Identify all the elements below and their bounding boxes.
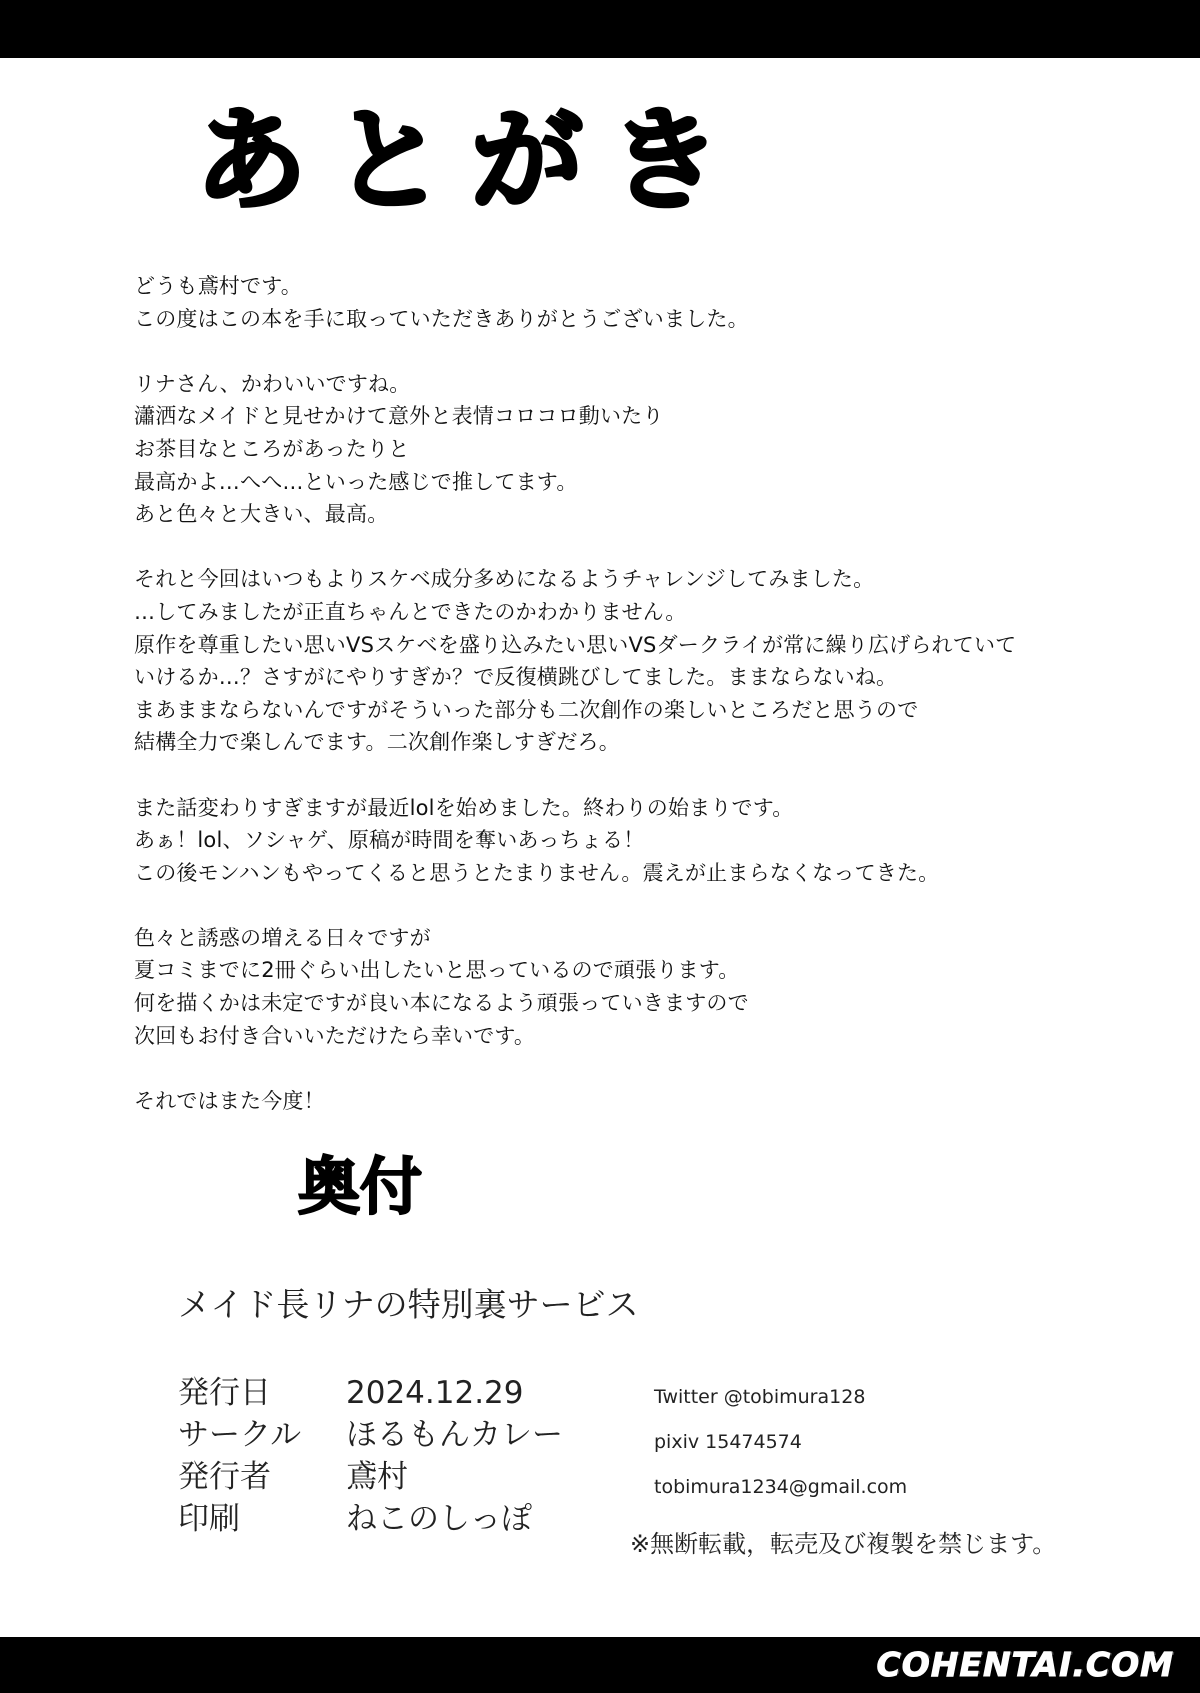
afterword-line xyxy=(134,759,1094,792)
info-label: 印刷 xyxy=(178,1501,240,1537)
afterword-line: 原作を尊重したい思いVSスケベを盛り込みたい思いVSダークライが常に繰り広げられていて xyxy=(134,632,1017,657)
info-row-issue-date xyxy=(178,1372,563,1414)
afterword-line: いけるか…？さすがにやりすぎか？で反復横跳びしてました。ままならないね。 xyxy=(134,665,898,690)
info-value: 2024.12.29 xyxy=(346,1375,524,1411)
afterword-line: 次回もお付き合いいただけたら幸いです。 xyxy=(134,1023,536,1048)
afterword-line: この度はこの本を手に取っていただきありがとうございました。 xyxy=(134,306,749,331)
afterword-line xyxy=(134,335,1094,368)
afterword-line: …してみましたが正直ちゃんとできたのかわかりません。 xyxy=(134,599,687,624)
afterword-title: あとがき xyxy=(195,96,747,226)
site-watermark: COHENTAI.COM xyxy=(876,1645,1174,1684)
info-row-printer xyxy=(178,1498,563,1540)
colophon-title: 奥付 xyxy=(298,1150,423,1223)
colophon-info-table xyxy=(178,1372,563,1540)
afterword-line xyxy=(134,1052,1094,1085)
afterword-line: 最高かよ…へへ…といった感じで推してます。 xyxy=(134,469,578,494)
afterword-line: 夏コミまでに2冊ぐらい出したいと思っているので頑張ります。 xyxy=(134,958,740,983)
afterword-line xyxy=(134,889,1094,922)
info-row-publisher xyxy=(178,1456,563,1498)
copyright-notice: ※無断転載，転売及び複製を禁じます。 xyxy=(630,1530,1057,1558)
contact-list xyxy=(654,1375,907,1510)
afterword-line: それではまた今度！ xyxy=(134,1088,325,1113)
contact-email: tobimura1234@gmail.com xyxy=(654,1476,908,1498)
afterword-line: 色々と誘惑の増える日々ですが xyxy=(134,925,431,950)
info-value: 鳶村 xyxy=(346,1459,408,1495)
afterword-line: どうも鳶村です。 xyxy=(134,274,302,298)
info-row-circle xyxy=(178,1414,563,1456)
afterword-line: 結構全力で楽しんでます。二次創作楽しすぎだろ。 xyxy=(134,730,620,755)
afterword-line: この後モンハンもやってくると思うとたまりません。震えが止まらなくなってきた。 xyxy=(134,860,940,885)
afterword-line: また話変わりすぎますが最近lolを始めました。終わりの始まりです。 xyxy=(134,795,794,820)
info-label: 発行者 xyxy=(178,1459,271,1495)
info-value: ねこのしっぽ xyxy=(346,1501,532,1537)
afterword-line: それと今回はいつもよりスケベ成分多めになるようチャレンジしてみました。 xyxy=(134,567,875,592)
afterword-line: お茶目なところがあったりと xyxy=(134,436,410,461)
afterword-line: まあままならないんですがそういった部分も二次創作の楽しいところだと思うので xyxy=(134,697,919,722)
book-title: メイド長リナの特別裏サービス xyxy=(178,1285,639,1324)
afterword-line xyxy=(134,531,1094,564)
afterword-line: 瀟洒なメイドと見せかけて意外と表情コロコロ動いたり xyxy=(134,404,664,429)
contact-twitter: Twitter @tobimura128 xyxy=(654,1386,866,1408)
afterword-line: 何を描くかは未定ですが良い本になるよう頑張っていきますので xyxy=(134,991,749,1016)
contact-pixiv: pixiv 15474574 xyxy=(654,1431,802,1453)
afterword-line: あと色々と大きい、最高。 xyxy=(134,502,389,527)
info-label: 発行日 xyxy=(178,1375,271,1411)
afterword-body xyxy=(134,270,1094,1117)
afterword-line: リナさん、かわいいですね。 xyxy=(134,371,411,396)
info-label: サークル xyxy=(178,1417,302,1453)
info-value: ほるもんカレー xyxy=(346,1417,563,1453)
top-black-bar xyxy=(0,0,1200,58)
afterword-line: あぁ！lol、ソシャゲ、原稿が時間を奪いあっちょる！ xyxy=(134,828,645,853)
